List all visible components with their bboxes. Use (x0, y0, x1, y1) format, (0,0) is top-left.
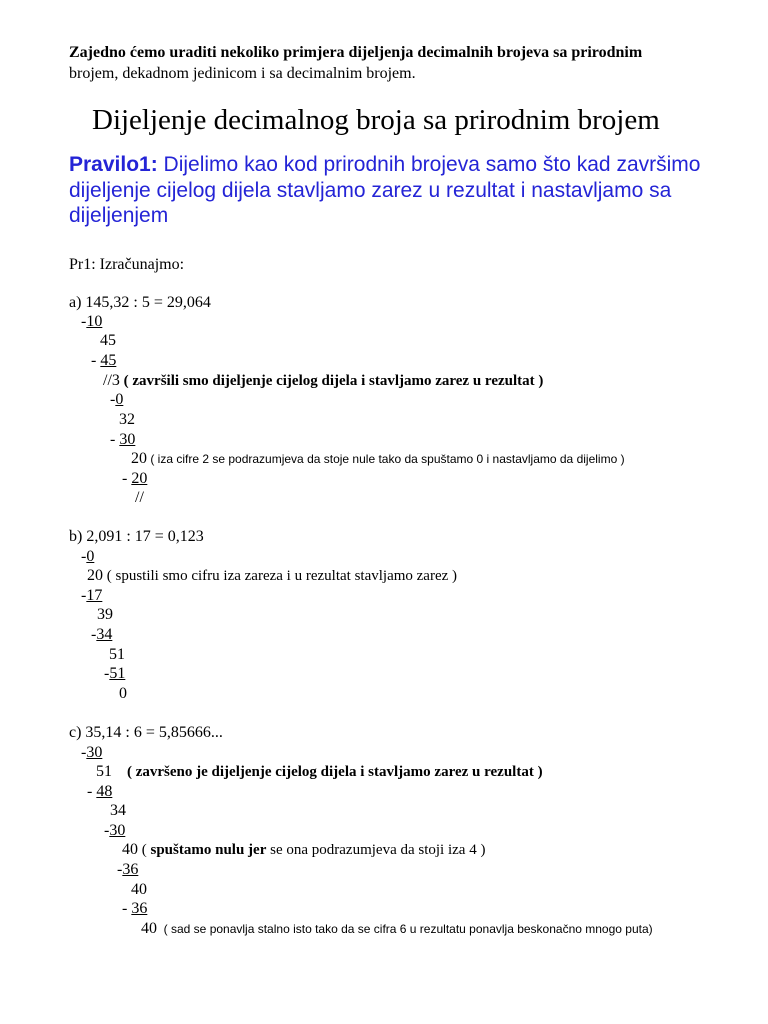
example-a-step: //3 ( završili smo dijeljenje cijelog dijela i stavljamo zarez u rezultat ) (103, 372, 544, 389)
example-b-step: 20 ( spustili smo cifru iza zareza i u rezultat stavljamo zarez ) (87, 567, 458, 584)
example-a-step: - 30 (110, 431, 136, 448)
example-a-step: -10 (81, 313, 103, 330)
example-a-step: 45 (100, 332, 116, 349)
example-c-step: - 36 (122, 900, 148, 917)
intro-line-2: brojem, dekadnom jedinicom i sa decimalnim brojem. (69, 65, 416, 82)
example-b-heading: b) 2,091 : 17 = 0,123 (69, 528, 204, 545)
example-b-step: 39 (97, 606, 113, 623)
example-a-step: - 20 (122, 470, 148, 487)
example-c-step: 34 (110, 802, 126, 819)
rule-line-1: Pravilo1: Dijelimo kao kod prirodnih brojeva samo što kad završimo (69, 153, 701, 176)
example-c-step: 40 ( sad se ponavlja stalno isto tako da se cifra 6 u rezultatu ponavlja beskonačno mnogo puta) (141, 920, 653, 937)
example-a-step: // (135, 489, 144, 506)
intro-line-1: Zajedno ćemo uraditi nekoliko primjera dijeljenja decimalnih brojeva sa prirodnim (69, 44, 643, 61)
example-b-step: -51 (104, 665, 126, 682)
page-title: Dijeljenje decimalnog broja sa prirodnim brojem (92, 104, 660, 136)
example-c-step: 40 (131, 881, 147, 898)
example-b-step: -34 (91, 626, 113, 643)
example-heading: Pr1: Izračunajmo: (69, 256, 185, 273)
example-a-step: 20 ( iza cifre 2 se podrazumjeva da stoje nule tako da spuštamo 0 i nastavljamo da dijelimo ) (131, 450, 625, 467)
example-b-step: -0 (81, 548, 95, 565)
example-c-step: - 48 (87, 783, 113, 800)
example-c-step: -30 (104, 822, 126, 839)
example-c-step: -30 (81, 744, 103, 761)
example-b-step: 51 (109, 646, 125, 663)
example-a-step: -0 (110, 391, 124, 408)
example-a-step: - 45 (91, 352, 117, 369)
example-b-step: 0 (119, 685, 127, 702)
example-c-heading: c) 35,14 : 6 = 5,85666... (69, 724, 223, 741)
example-a-heading: a) 145,32 : 5 = 29,064 (69, 294, 211, 311)
example-a-step: 32 (119, 411, 135, 428)
rule-line-3: dijeljenjem (69, 204, 169, 227)
example-c-step: -36 (117, 861, 139, 878)
rule-label: Pravilo1: (69, 153, 158, 176)
example-b-step: -17 (81, 587, 103, 604)
rule-line-2: dijeljenje cijelog dijela stavljamo zarez u rezultat i nastavljamo sa (69, 179, 672, 202)
example-c-step: 51 ( završeno je dijeljenje cijelog dijela i stavljamo zarez u rezultat ) (96, 763, 543, 780)
example-c-step: 40 ( spuštamo nulu jer se ona podrazumjeva da stoji iza 4 ) (122, 841, 486, 858)
